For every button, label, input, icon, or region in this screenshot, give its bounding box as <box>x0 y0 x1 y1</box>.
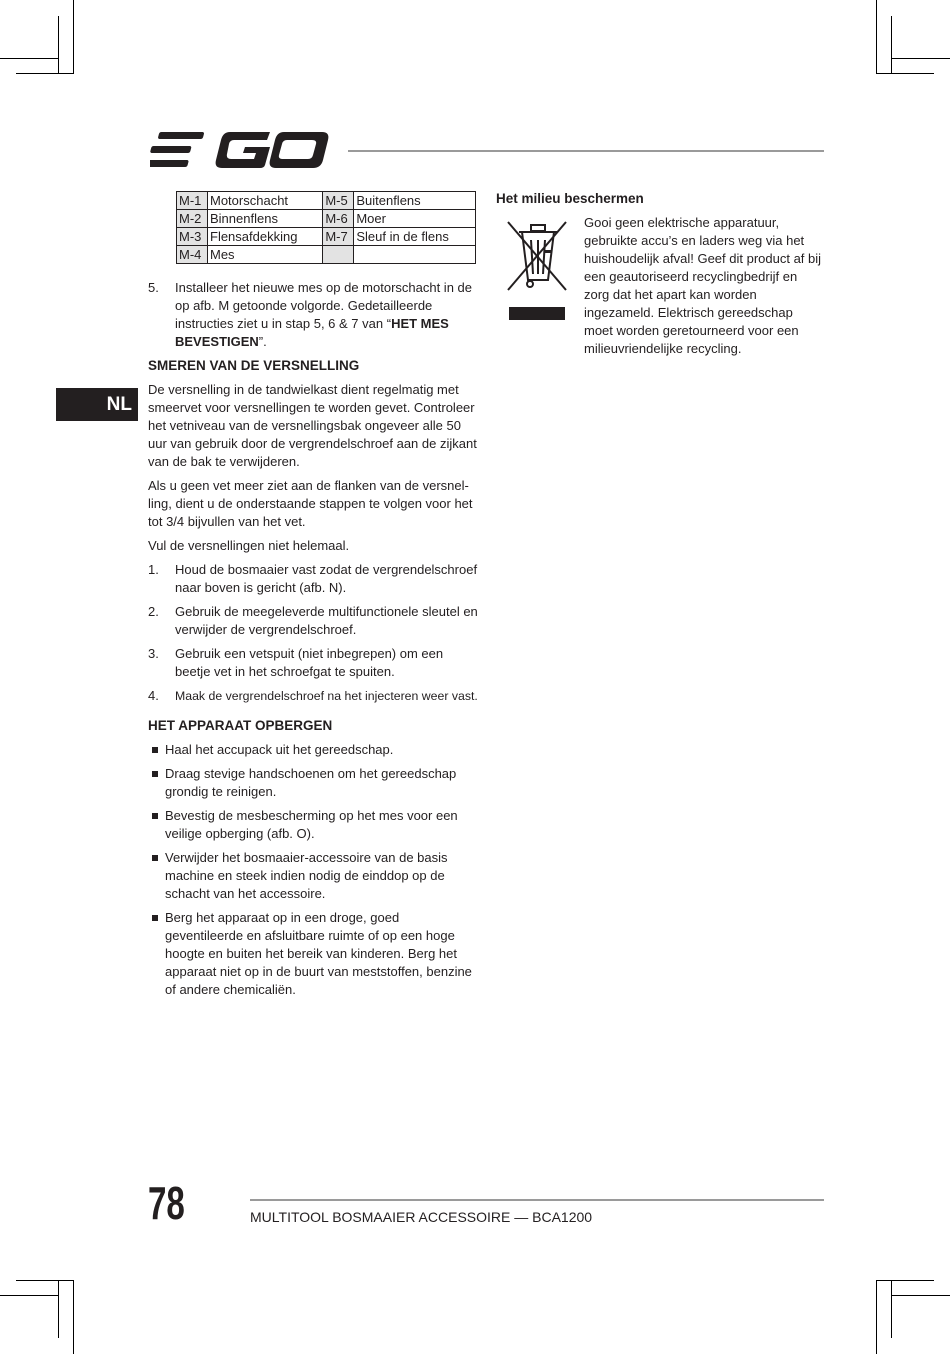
crop-mark <box>892 58 950 59</box>
table-cell: M-5 <box>323 192 354 210</box>
table-cell-empty <box>354 246 476 264</box>
paragraph: De versnelling in de tandwielkast dient regelmatig met smeervet voor versnellingen te worden gevet. Controleer het vetniveau van de versnellingsbak ongeveer alle 50 uur van gebruik door de vergrendelschroef aan de zijkant van de bak te verwijderen. <box>148 382 477 469</box>
table-cell: Buitenflens <box>354 192 476 210</box>
step-number: 3. <box>148 646 159 661</box>
crop-mark <box>892 1295 950 1296</box>
list-item <box>148 645 478 681</box>
table-cell: M-3 <box>177 228 208 246</box>
step-text-end: ”. <box>258 334 267 349</box>
bullet-icon <box>152 915 158 921</box>
list-text: Haal het accupack uit het gereedschap. <box>165 742 394 757</box>
table-row <box>177 246 476 264</box>
list-item <box>148 687 478 705</box>
section-heading-lubrication: SMEREN VAN DE VERSNELLING <box>148 358 360 373</box>
crop-mark <box>876 73 934 74</box>
table-row <box>177 228 476 246</box>
table-row <box>177 192 476 210</box>
list-item <box>148 561 478 597</box>
environment-block <box>496 214 826 358</box>
list-text: Verwijder het bosmaaier-accessoire van de basis machine en steek indien nodig de einddop op de schacht van het accessoire. <box>165 850 448 901</box>
crop-mark <box>0 58 58 59</box>
footer-title: MULTITOOL BOSMAAIER ACCESSOIRE — BCA1200 <box>250 1209 593 1225</box>
crop-mark <box>16 73 74 74</box>
step-text: Houd de bosmaaier vast zodat de vergrendelschroef naar boven is gericht (afb. N). <box>175 562 478 595</box>
weee-symbol <box>504 214 572 358</box>
step-number: 2. <box>148 604 159 619</box>
language-tab: NL <box>56 388 138 421</box>
footer-rule <box>250 1199 824 1201</box>
step-number: 1. <box>148 562 159 577</box>
step-text: Installeer het nieuwe mes op de motorschacht in de op afb. M getoonde volgorde. Gedetailleerde instructies ziet u in stap 5, 6 & 7 van “ <box>175 280 473 331</box>
left-column <box>148 191 478 1005</box>
table-cell: Sleuf in de flens <box>354 228 476 246</box>
crop-mark <box>58 1280 59 1338</box>
step-number: 5. <box>148 280 159 295</box>
list-item <box>148 807 478 843</box>
table-cell: Binnenflens <box>208 210 323 228</box>
environment-text: Gooi geen elektrische apparatuur, gebruikte accu’s en laders weg via het huishoudelijk afval! Geef dit product af bij een geautoriseerd recyclingbedrijf en zorg dat het apart kan worden ingezameld. Elektrisch gereedschap moet worden geretourneerd voor een milieuvriendelijke recycling. <box>584 215 822 356</box>
crossed-bin-icon <box>504 214 570 292</box>
table-row <box>177 210 476 228</box>
crop-mark <box>876 0 877 74</box>
list-item <box>148 603 478 639</box>
paragraph: Als u geen vet meer ziet aan de flanken van de versnel-ling, dient u de onderstaande stappen te volgen voor het tot 3/4 bijvullen van het vet. <box>148 478 473 529</box>
page-number: 78 <box>148 1177 185 1229</box>
list-item <box>148 765 478 801</box>
table-cell: Moer <box>354 210 476 228</box>
bullet-icon <box>152 813 158 819</box>
table-cell: M-1 <box>177 192 208 210</box>
paragraph: Vul de versnellingen niet helemaal. <box>148 538 350 553</box>
table-cell: M-7 <box>323 228 354 246</box>
ego-logo <box>150 130 330 170</box>
bullet-icon <box>152 747 158 753</box>
crop-mark <box>73 1280 74 1354</box>
header-rule <box>348 150 824 152</box>
table-cell: Flensafdekking <box>208 228 323 246</box>
crop-mark <box>58 16 59 74</box>
crop-mark <box>876 1280 934 1281</box>
weee-bar <box>509 307 565 320</box>
bullet-icon <box>152 855 158 861</box>
crop-mark <box>891 16 892 74</box>
parts-table <box>176 191 476 264</box>
list-text: Berg het apparaat op in een droge, goed geventileerde en afsluitbare ruimte of op een hoge hoogte en buiten het bereik van kinderen. Berg het apparaat niet op in de buurt van meststoffen, benzine of andere chemicaliën. <box>165 910 472 997</box>
table-cell: M-6 <box>323 210 354 228</box>
storage-list <box>148 741 478 999</box>
lubrication-steps <box>148 561 478 705</box>
list-item <box>148 849 478 903</box>
list-text: Bevestig de mesbescherming op het mes voor een veilige opberging (afb. O). <box>165 808 458 841</box>
crop-mark <box>73 0 74 74</box>
table-cell-empty <box>323 246 354 264</box>
right-column <box>496 190 826 358</box>
step-number: 4. <box>148 688 159 703</box>
list-item <box>148 741 478 759</box>
table-cell: Motorschacht <box>208 192 323 210</box>
table-cell: M-2 <box>177 210 208 228</box>
crop-mark <box>891 1280 892 1338</box>
section-heading-storage: HET APPARAAT OPBERGEN <box>148 718 333 733</box>
crop-mark <box>0 1295 58 1296</box>
bullet-icon <box>152 771 158 777</box>
crop-mark <box>876 1280 877 1354</box>
step-text: Gebruik een vetspuit (niet inbegrepen) om een beetje vet in het schroefgat te spuiten. <box>175 646 444 679</box>
table-cell: Mes <box>208 246 323 264</box>
list-item <box>148 279 478 351</box>
list-text: Draag stevige handschoenen om het gereedschap grondig te reinigen. <box>165 766 457 799</box>
section-heading-environment: Het milieu beschermen <box>496 191 644 206</box>
list-item <box>148 909 478 999</box>
install-step-list <box>148 279 478 351</box>
table-cell: M-4 <box>177 246 208 264</box>
step-text: Maak de vergrendelschroef na het injecteren weer vast. <box>175 689 478 703</box>
step-text: Gebruik de meegeleverde multifunctionele sleutel en verwijder de vergrendelschroef. <box>175 604 478 637</box>
step-bold-ref: HET MES BEVESTIGEN <box>175 316 449 349</box>
crop-mark <box>16 1280 74 1281</box>
